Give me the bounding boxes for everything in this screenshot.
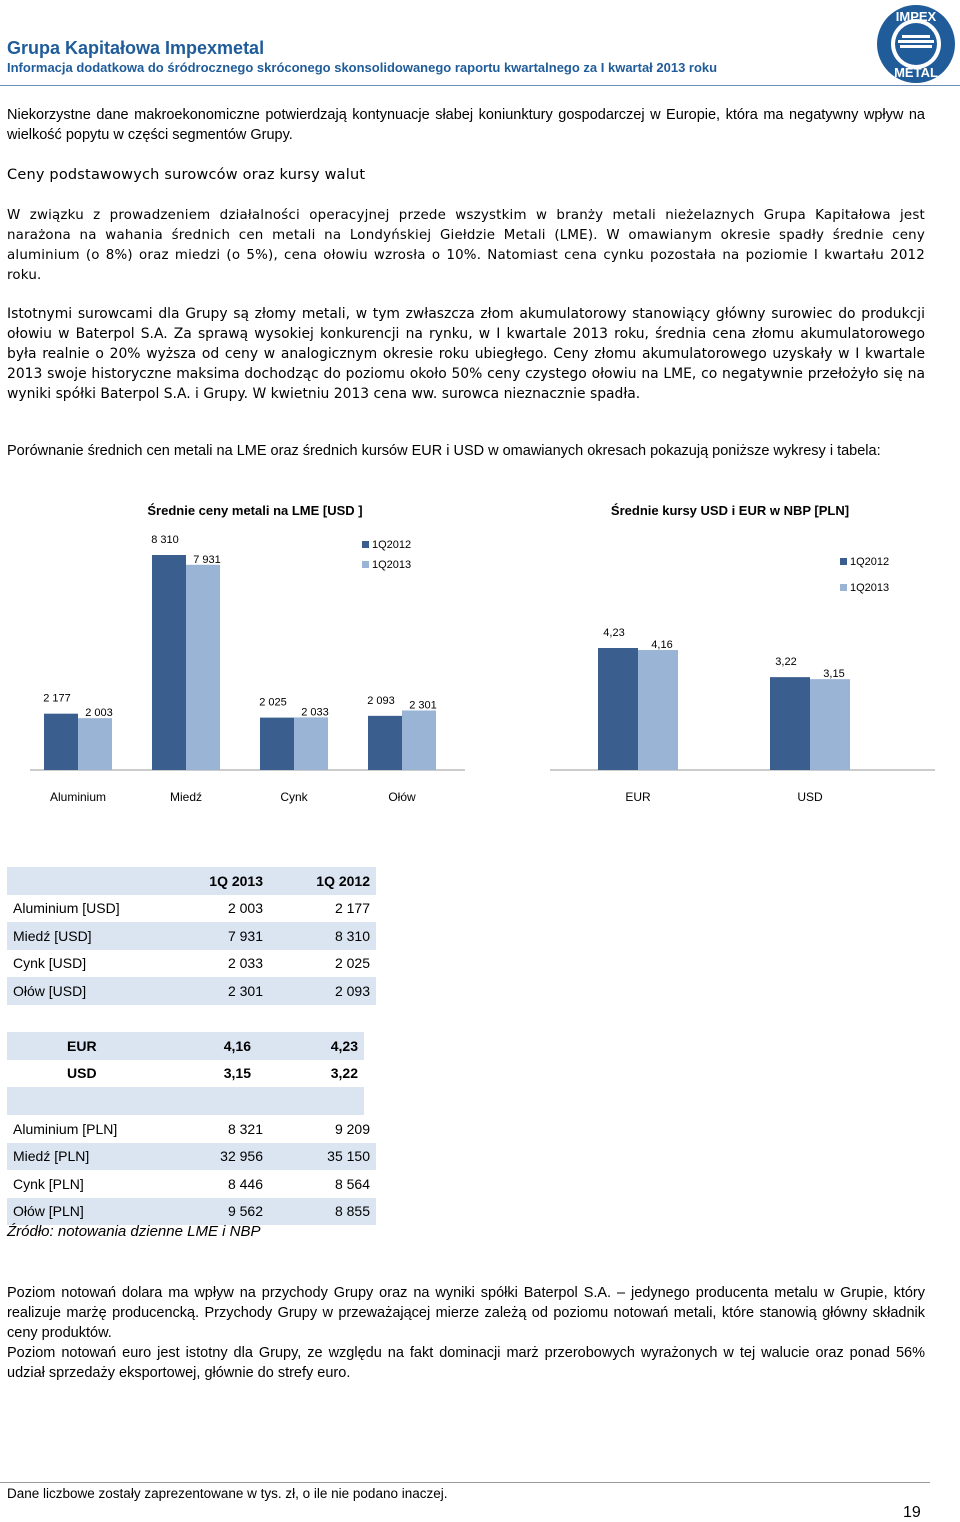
table-spacer-row bbox=[7, 1087, 364, 1115]
table-cell: 3,22 bbox=[330, 1065, 358, 1082]
data-label: 2 177 bbox=[43, 692, 71, 705]
data-label: 2 033 bbox=[301, 706, 329, 719]
comparison-intro: Porównanie średnich cen metali na LME oraz średnich kursów EUR i USD w omawianych okresach pokazują poniższe wykresy i tabela: bbox=[7, 443, 881, 459]
legend-label-1Q2012: 1Q2012 bbox=[850, 556, 890, 568]
bar-1Q2012-Miedź bbox=[152, 555, 186, 770]
table-cell: 35 150 bbox=[327, 1148, 370, 1165]
data-label: 2 003 bbox=[85, 707, 113, 720]
svg-text:METAL: METAL bbox=[894, 65, 938, 80]
category-label-EUR: EUR bbox=[625, 790, 651, 804]
company-title: Grupa Kapitałowa Impexmetal bbox=[7, 38, 265, 58]
lme-paragraph: W związku z prowadzeniem działalności operacyjnej przede wszystkim w branży metali nieżelaznych Grupa Kapitałowa jest narażona na wahania średnich cen metali na Londyńskiej Giełdzie Metali (LME). W omawianym okresie spadły średnie ceny aluminium (o 8%) oraz miedzi (o 5%), cena ołowiu wzrosła o 10%. Natomiast cena cynku pozostała na poziomie I kwartału 2012 roku. bbox=[7, 208, 925, 283]
table-row bbox=[7, 922, 376, 950]
bar-1Q2013-Ołów bbox=[402, 710, 436, 770]
category-label-Miedź: Miedź bbox=[169, 790, 203, 804]
table-cell: 2 003 bbox=[227, 900, 263, 917]
data-label: 2 301 bbox=[409, 699, 437, 712]
table-header-cell bbox=[7, 867, 189, 895]
bar-1Q2012-USD bbox=[770, 677, 810, 770]
table-cell-label: EUR bbox=[67, 1037, 97, 1054]
table-cell-label: Ołów [USD] bbox=[13, 982, 87, 999]
table-header-row bbox=[7, 867, 376, 895]
table-cell bbox=[177, 1087, 257, 1115]
data-label: 4,16 bbox=[651, 639, 673, 652]
legend-swatch-1Q2012 bbox=[362, 541, 369, 548]
currency-chart-svg bbox=[530, 495, 940, 820]
table-cell: 2 093 bbox=[334, 982, 370, 999]
table-cell: 8 564 bbox=[334, 1175, 370, 1192]
metals-pln-table bbox=[7, 1115, 376, 1225]
bar-1Q2013-Cynk bbox=[294, 717, 328, 770]
metals-usd-table bbox=[7, 867, 376, 1005]
table-header-cell: 1Q 2012 bbox=[316, 872, 370, 889]
footer-note: Dane liczbowe zostały zaprezentowane w tys. zł, o ile nie podano inaczej. bbox=[7, 1486, 448, 1501]
table-row bbox=[7, 1143, 376, 1171]
legend-swatch-1Q2013 bbox=[840, 584, 847, 591]
table-cell bbox=[7, 1087, 177, 1115]
table-cell: 8 446 bbox=[227, 1175, 263, 1192]
eur-paragraph: Poziom notowań euro jest istotny dla Grupy, ze względu na fakt dominacji marż przerobowych wyrażonych w tej walucie oraz ponad 56% udział sprzedaży eksportowej, głównie do strefy euro. bbox=[7, 1345, 925, 1381]
table-cell: 2 301 bbox=[227, 982, 263, 999]
table-cell: 3,15 bbox=[223, 1065, 251, 1082]
table-cell: 8 321 bbox=[227, 1120, 263, 1137]
legend-swatch-1Q2013 bbox=[362, 561, 369, 568]
data-label: 4,23 bbox=[603, 627, 625, 639]
impexmetal-logo bbox=[876, 4, 956, 84]
legend-label-1Q2013: 1Q2013 bbox=[372, 559, 412, 571]
bar-1Q2013-Miedź bbox=[186, 565, 220, 770]
table-cell-label: Aluminium [PLN] bbox=[13, 1120, 118, 1137]
table-row bbox=[7, 1115, 376, 1143]
table-row bbox=[7, 1198, 376, 1226]
category-label-Ołów: Ołów bbox=[388, 790, 416, 804]
category-label-Aluminium: Aluminium bbox=[49, 790, 107, 804]
table-cell-label: Miedź [PLN] bbox=[13, 1148, 90, 1165]
table-cell: 8 310 bbox=[334, 927, 370, 944]
data-label: 7 931 bbox=[193, 553, 221, 566]
table-row bbox=[7, 1060, 364, 1088]
table-cell: 9 209 bbox=[334, 1120, 370, 1137]
report-subtitle: Informacja dodatkowa do śródrocznego skróconego skonsolidowanego raportu kwartalnego za I kwartał 2013 roku bbox=[7, 60, 718, 75]
table-cell: 2 025 bbox=[334, 955, 370, 972]
intro-paragraph: Niekorzystne dane makroekonomiczne potwierdzają kontynuacje słabej koniunktury gospodarczej w Europie, która ma negatywny wpływ na wielkość popytu w części segmentów Grupy. bbox=[7, 107, 925, 143]
table-cell: 4,23 bbox=[330, 1037, 358, 1054]
header-divider bbox=[0, 85, 960, 86]
table-cell-label: Cynk [USD] bbox=[13, 955, 87, 972]
bar-1Q2012-Aluminium bbox=[44, 714, 78, 770]
section-heading: Ceny podstawowych surowców oraz kursy walut bbox=[7, 167, 366, 183]
legend-label-1Q2013: 1Q2013 bbox=[850, 582, 890, 594]
bar-1Q2013-USD bbox=[810, 679, 850, 770]
data-label: 3,22 bbox=[775, 656, 797, 669]
table-cell: 2 033 bbox=[227, 955, 263, 972]
bar-1Q2012-Ołów bbox=[368, 716, 402, 770]
data-label: 2 025 bbox=[259, 696, 287, 709]
metals-chart bbox=[0, 495, 470, 820]
table-row bbox=[7, 1170, 376, 1198]
table-header-cell: 1Q 2013 bbox=[209, 872, 263, 889]
table-cell bbox=[257, 1087, 364, 1115]
page-number: 19 bbox=[903, 1504, 921, 1521]
svg-text:IMPEX: IMPEX bbox=[895, 9, 937, 24]
bar-1Q2013-Aluminium bbox=[78, 718, 112, 770]
table-cell: 7 931 bbox=[227, 927, 263, 944]
legend-label-1Q2012: 1Q2012 bbox=[372, 539, 412, 551]
table-cell: 32 956 bbox=[220, 1148, 263, 1165]
data-label: 8 310 bbox=[151, 534, 179, 546]
bar-1Q2012-Cynk bbox=[260, 718, 294, 770]
currency-table bbox=[7, 1032, 364, 1115]
table-cell: 2 177 bbox=[334, 900, 370, 917]
bar-1Q2013-EUR bbox=[638, 650, 678, 770]
metals-chart-svg bbox=[0, 495, 470, 820]
bar-1Q2012-EUR bbox=[598, 648, 638, 770]
table-row bbox=[7, 977, 376, 1005]
footer-divider bbox=[0, 1482, 930, 1483]
usd-paragraph: Poziom notowań dolara ma wpływ na przychody Grupy oraz na wyniki spółki Baterpol S.A. – jedynego producenta metalu w Grupie, który realizuje marżę producencką. Przychody Grupy w przeważającej mierze zależą od poziomu notowań metali, które stanowią główny składnik ceny produktów. bbox=[7, 1285, 925, 1341]
table-row bbox=[7, 895, 376, 923]
table-cell: 8 855 bbox=[334, 1203, 370, 1220]
table-row bbox=[7, 1032, 364, 1060]
table-cell-label: USD bbox=[67, 1065, 97, 1082]
table-cell-label: Aluminium [USD] bbox=[13, 900, 120, 917]
table-row bbox=[7, 950, 376, 978]
chart-title: Średnie kursy USD i EUR w NBP [PLN] bbox=[610, 503, 850, 518]
data-label: 3,15 bbox=[823, 668, 845, 681]
table-cell-label: Cynk [PLN] bbox=[13, 1175, 84, 1192]
table-cell: 4,16 bbox=[223, 1037, 251, 1054]
category-label-USD: USD bbox=[797, 790, 823, 804]
source-note: Źródło: notowania dzienne LME i NBP bbox=[7, 1223, 261, 1240]
table-cell-label: Miedź [USD] bbox=[13, 927, 92, 944]
scrap-paragraph: Istotnymi surowcami dla Grupy są złomy metali, w tym zwłaszcza złom akumulatorowy stanowiący główny surowiec do produkcji ołowiu w Baterpol S.A. Za sprawą wysokiej konkurencji na rynku, w I kwartale 2013 roku, średnia cena złomu akumulatorowego była realnie o 20% wyższa od ceny w analogicznym okresie roku ubiegłego. Ceny złomu akumulatorowego uzyskały w I kwartale 2013 swoje historyczne maksima dochodząc do poziomu około 50% ceny czystego ołowiu na LME, co negatywnie przełożyło się na wyniki spółki Baterpol S.A. i Grupy. W kwietniu 2013 cena ww. surowca nieznacznie spadła. bbox=[7, 306, 925, 402]
table-cell: 9 562 bbox=[227, 1203, 263, 1220]
currency-chart bbox=[530, 495, 940, 820]
data-label: 2 093 bbox=[367, 694, 395, 707]
chart-title: Średnie ceny metali na LME [USD ] bbox=[147, 503, 363, 518]
table-cell-label: Ołów [PLN] bbox=[13, 1203, 84, 1220]
category-label-Cynk: Cynk bbox=[280, 790, 308, 804]
legend-swatch-1Q2012 bbox=[840, 558, 847, 565]
